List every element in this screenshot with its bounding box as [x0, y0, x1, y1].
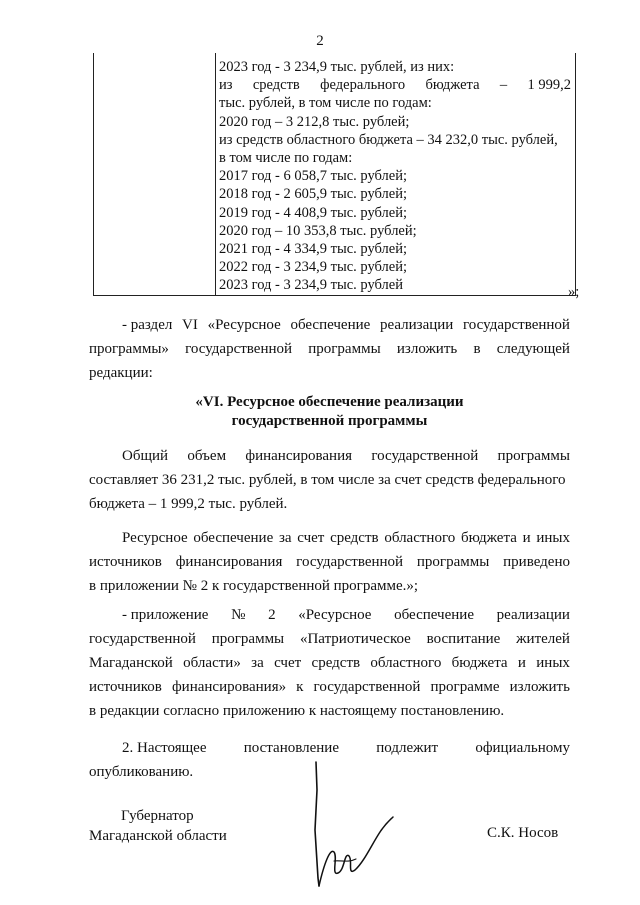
- table-line: 2021 год - 4 334,9 тыс. рублей;: [219, 240, 407, 257]
- word: следующей: [496, 341, 570, 357]
- word: обеспечение: [394, 607, 474, 623]
- word: «Патриотическое: [299, 631, 411, 647]
- paragraph-line: [89, 337, 570, 361]
- paragraph-line: [89, 550, 570, 574]
- paragraph-line: [89, 313, 570, 337]
- word: за: [278, 530, 292, 546]
- word: постановление: [243, 740, 339, 756]
- signatory-title: [89, 806, 227, 846]
- paragraph-line: [89, 603, 570, 627]
- table-line: 2017 год - 6 058,7 тыс. рублей;: [219, 168, 407, 185]
- table-line: 2020 год – 3 212,8 тыс. рублей;: [219, 113, 410, 130]
- section-title-line: «VI. Ресурсное обеспечение реализации: [195, 394, 464, 410]
- signatory-name: С.К. Носов: [487, 825, 559, 841]
- word: иных: [536, 530, 570, 546]
- word: источников: [89, 554, 162, 570]
- word: и: [517, 655, 526, 671]
- word: программы: [416, 554, 490, 570]
- word: 1 999,2: [527, 77, 571, 94]
- word: финансирования: [175, 554, 283, 570]
- paragraph-line: [89, 627, 570, 651]
- word: обеспечение: [193, 530, 274, 546]
- table-line: тыс. рублей, в том числе по годам:: [219, 95, 432, 112]
- table-line: в том числе по годам:: [219, 149, 353, 166]
- word: изложить: [509, 679, 570, 695]
- paragraph-section-change: [89, 313, 570, 385]
- word: финансирования: [245, 448, 353, 464]
- section-title-line: государственной программы: [231, 413, 428, 429]
- table-line: 2018 год - 2 605,9 тыс. рублей;: [219, 186, 407, 203]
- table-line: 2023 год - 3 234,9 тыс. рублей: [219, 277, 403, 294]
- paragraph-line: [89, 675, 570, 699]
- word: Общий: [122, 448, 169, 464]
- word: обеспечение: [290, 317, 371, 333]
- table-closing-quote: »;: [568, 284, 580, 300]
- word: в: [473, 341, 481, 357]
- word: области»: [183, 655, 241, 671]
- word: счет: [297, 530, 325, 546]
- word: программы: [211, 631, 285, 647]
- paragraph-line: опубликованию.: [89, 764, 194, 780]
- word: программы: [308, 341, 381, 357]
- table-line: 2022 год - 3 234,9 тыс. рублей;: [219, 259, 407, 276]
- funding-table: [93, 53, 576, 296]
- word: изложить: [396, 341, 458, 357]
- word: государственной: [296, 554, 404, 570]
- word: воспитание: [426, 631, 501, 647]
- paragraph-line: [89, 736, 570, 760]
- word: VI: [182, 317, 198, 333]
- table-line: 2023 год - 3 234,9 тыс. рублей, из них:: [219, 59, 455, 75]
- word: - приложение: [122, 607, 209, 623]
- paragraph-line: [89, 526, 570, 550]
- funding-table-cell: [219, 58, 571, 294]
- word: реализации: [380, 317, 454, 333]
- word: «Ресурсное: [298, 607, 372, 623]
- word: средств: [311, 655, 361, 671]
- word: бюджета: [460, 530, 517, 546]
- word: государственной: [371, 448, 479, 464]
- word: государственной: [313, 679, 421, 695]
- paragraph-line: в редакции согласно приложению к настоящему постановлению.: [89, 703, 505, 719]
- word: средств: [330, 530, 379, 546]
- word: государственной: [463, 317, 570, 333]
- word: Магаданской: [89, 655, 173, 671]
- word: программе: [430, 679, 500, 695]
- word: источников: [89, 679, 162, 695]
- word: Ресурсное: [122, 530, 188, 546]
- word: за: [251, 655, 264, 671]
- table-column-divider: [215, 53, 216, 295]
- word: финансирования»: [171, 679, 287, 695]
- word: - раздел: [122, 317, 173, 333]
- paragraph-line: [89, 444, 570, 468]
- word: подлежит: [376, 740, 439, 756]
- word: средств: [252, 77, 300, 94]
- paragraph-line: [89, 651, 570, 675]
- word: и: [522, 530, 531, 546]
- word: 2: [268, 607, 276, 623]
- table-line: [219, 76, 571, 94]
- paragraph-line: в приложении № 2 к государственной программе.»;: [89, 578, 419, 594]
- word: №: [231, 607, 246, 623]
- word: областного: [370, 655, 442, 671]
- word: государственной: [89, 631, 196, 647]
- word: государственной: [185, 341, 293, 357]
- word: иных: [536, 655, 570, 671]
- table-line: 2020 год – 10 353,8 тыс. рублей;: [219, 222, 417, 239]
- word: «Ресурсное: [207, 317, 281, 333]
- word: реализации: [496, 607, 570, 623]
- word: объем: [187, 448, 227, 464]
- word: приведено: [503, 554, 570, 570]
- word: бюджета: [451, 655, 508, 671]
- page-number: 2: [316, 33, 324, 49]
- word: программы: [497, 448, 570, 464]
- signatory-region: Магаданской области: [89, 828, 227, 844]
- word: из: [219, 77, 233, 94]
- paragraph-financing: [89, 444, 570, 516]
- word: областного: [384, 530, 456, 546]
- word: 2. Настоящее: [122, 740, 207, 756]
- table-line: из средств областного бюджета – 34 232,0 тыс. рублей,: [219, 131, 558, 148]
- word: счет: [274, 655, 302, 671]
- word: официальному: [475, 740, 570, 756]
- word: жителей: [516, 631, 570, 647]
- paragraph-appendix: [89, 603, 570, 723]
- paragraph-line: бюджета – 1 999,2 тыс. рублей.: [89, 496, 288, 512]
- paragraph-line: составляет 36 231,2 тыс. рублей, в том числе за счет средств федерального: [89, 472, 566, 488]
- paragraph-resources: [89, 526, 570, 598]
- word: –: [499, 77, 508, 94]
- word: бюджета: [425, 77, 480, 94]
- word: программы»: [89, 341, 169, 357]
- word: к: [296, 679, 304, 695]
- handwritten-signature: [300, 760, 410, 890]
- table-line: 2019 год - 4 408,9 тыс. рублей;: [219, 204, 407, 221]
- section-title: [89, 393, 570, 431]
- paragraph-line: редакции:: [89, 365, 153, 381]
- signatory-position: Губернатор: [121, 808, 194, 824]
- word: федерального: [320, 77, 406, 94]
